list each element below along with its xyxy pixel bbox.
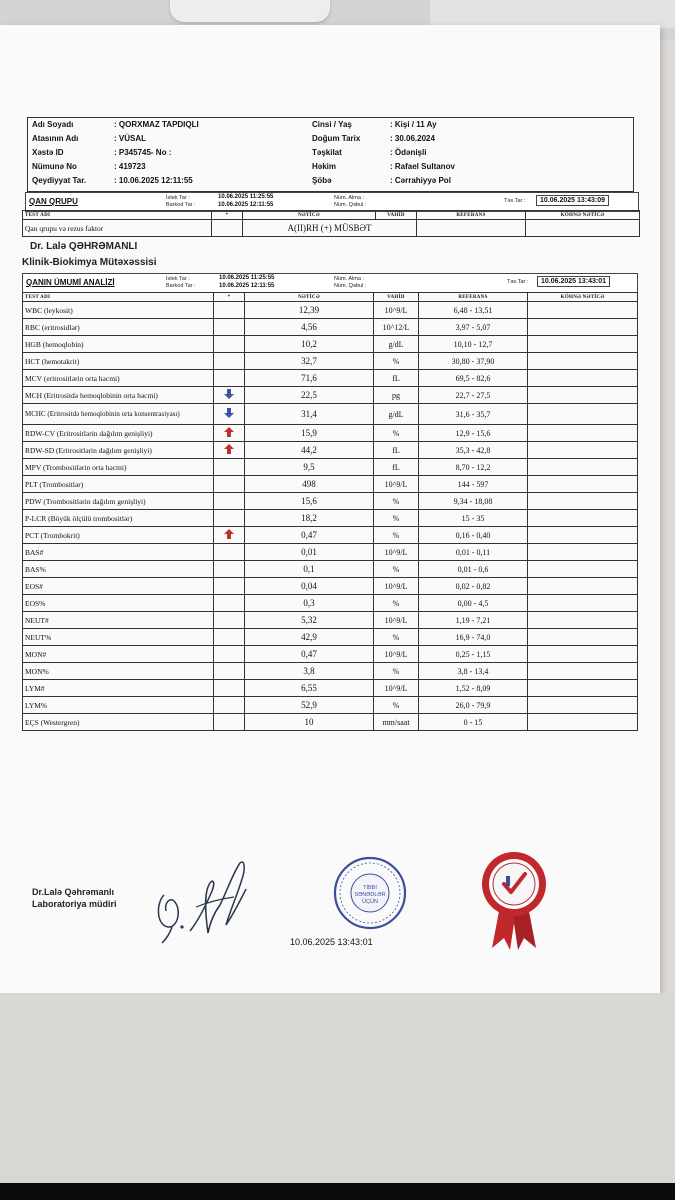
- test-unit: fL: [374, 459, 419, 476]
- test-result: 31,4: [245, 404, 374, 425]
- seal-text-line1: TİBBİ: [363, 885, 377, 891]
- table-row: [23, 370, 638, 387]
- test-result: 32,7: [245, 353, 374, 370]
- test-reference: 69,5 - 82,6: [419, 370, 528, 387]
- test-result: 12,39: [245, 302, 374, 319]
- patient-field-label: Cinsi / Yaş: [312, 120, 352, 129]
- test-result: 0,01: [245, 544, 374, 561]
- col-unit: VAHİD: [374, 293, 419, 302]
- test-reference: 0,00 - 4,5: [419, 595, 528, 612]
- previous-result-cell: [528, 595, 638, 612]
- test-reference: 8,70 - 12,2: [419, 459, 528, 476]
- flag-high-arrow-icon: [214, 527, 245, 544]
- table-row: [23, 578, 638, 595]
- test-unit: 10^9/L: [374, 544, 419, 561]
- test-unit: %: [374, 510, 419, 527]
- organization: : Ödənişli: [390, 148, 427, 157]
- col-flag: *: [212, 211, 243, 220]
- test-name: PCT (Trombokrit): [23, 527, 214, 544]
- test-unit: %: [374, 527, 419, 544]
- screen-bottom-bar: [0, 1183, 675, 1200]
- flag-low-arrow-icon: [214, 404, 245, 425]
- table-row: [23, 612, 638, 629]
- test-reference: 0 - 15: [419, 714, 528, 731]
- test-reference: 12,9 - 15,6: [419, 425, 528, 442]
- test-reference: 0,01 - 0,6: [419, 561, 528, 578]
- previous-result-cell: [528, 353, 638, 370]
- test-name: RDW-CV (Eritrositlərin dağılım genişliyi): [23, 425, 214, 442]
- flag-cell: [214, 561, 245, 578]
- test-result: A(II)RH (+) MÜSBƏT: [243, 220, 417, 237]
- table-row: [23, 387, 638, 404]
- cbc-results-table: [22, 292, 638, 731]
- quality-ribbon-badge: [478, 848, 550, 952]
- barcode-date: 10.06.2025 12:11:55: [218, 202, 274, 208]
- previous-result-cell: [528, 612, 638, 629]
- table-row: [23, 510, 638, 527]
- test-result: 9,5: [245, 459, 374, 476]
- patient-field-label: Həkim: [312, 162, 337, 171]
- flag-high-arrow-icon: [214, 442, 245, 459]
- test-result: 0,04: [245, 578, 374, 595]
- test-reference: 6,48 - 13,51: [419, 302, 528, 319]
- patient-info-box: [27, 117, 634, 192]
- flag-cell: [214, 476, 245, 493]
- previous-result-cell: [528, 629, 638, 646]
- barcode-date-label: Barkod Tar :: [166, 202, 196, 208]
- test-name: LYM%: [23, 697, 214, 714]
- flag-cell: [214, 459, 245, 476]
- request-date-label: İstek Tar :: [166, 195, 190, 201]
- test-unit: g/dL: [374, 404, 419, 425]
- test-unit: 10^9/L: [374, 680, 419, 697]
- test-unit: 10^12/L: [374, 319, 419, 336]
- desk-object: [430, 0, 675, 28]
- request-date: 10.06.2025 11:25:55: [218, 194, 274, 200]
- test-name: HGB (hemoqlobin): [23, 336, 214, 353]
- test-name: MCHC (Eritrositdə hemoqlobinin orta konsentrasiyası): [23, 404, 214, 425]
- sample-received-label: Nüm. Qəbul :: [334, 202, 367, 208]
- col-result: NƏTİCƏ: [245, 293, 374, 302]
- test-name: EÇS (Westergren): [23, 714, 214, 731]
- patient-field-label: Adı Soyadı: [32, 120, 74, 129]
- test-unit: mm/saat: [374, 714, 419, 731]
- table-header-row: [23, 211, 640, 220]
- patient-name: : QORXMAZ TAPDIQLI: [114, 120, 199, 129]
- cbc-header: [22, 273, 638, 293]
- seal-text-line3: ÜÇÜN: [362, 899, 378, 905]
- test-result: 0,1: [245, 561, 374, 578]
- patient-birth-date: : 30.06.2024: [390, 134, 435, 143]
- barcode-date-label: Barkod Tar :: [166, 283, 196, 289]
- test-result: 6,55: [245, 680, 374, 697]
- flag-cell: [214, 493, 245, 510]
- desk-device: [170, 0, 330, 22]
- test-name: MPV (Trombositlərin orta həcmi): [23, 459, 214, 476]
- table-row: [23, 527, 638, 544]
- table-row: [23, 442, 638, 459]
- table-header-row: [23, 293, 638, 302]
- previous-result-cell: [528, 302, 638, 319]
- test-reference: 1,52 - 8,09: [419, 680, 528, 697]
- table-row: [23, 353, 638, 370]
- official-seal-stamp: [332, 855, 408, 931]
- test-result: 10: [245, 714, 374, 731]
- department: : Cərrahiyyə Pol: [390, 176, 451, 185]
- previous-result-cell: [528, 697, 638, 714]
- test-name: RDW-SD (Eritrositlərin dağılım genişliyi): [23, 442, 214, 459]
- test-result: 0,3: [245, 595, 374, 612]
- test-unit: fL: [374, 442, 419, 459]
- test-reference: 9,34 - 18,08: [419, 493, 528, 510]
- test-reference: 22,7 - 27,5: [419, 387, 528, 404]
- cbc-title: QANIN ÜMUMİ ANALİZİ: [26, 278, 115, 287]
- flag-cell: [214, 714, 245, 731]
- col-flag: *: [214, 293, 245, 302]
- test-reference: 30,80 - 37,90: [419, 353, 528, 370]
- test-name: BAS%: [23, 561, 214, 578]
- previous-result-cell: [528, 527, 638, 544]
- flag-cell: [214, 680, 245, 697]
- signer-role: Laboratoriya müdiri: [32, 899, 117, 909]
- table-row: [23, 404, 638, 425]
- previous-result-cell: [528, 476, 638, 493]
- patient-field-label: Atasının Adı: [32, 134, 79, 143]
- request-date: 10.06.2025 11:25:55: [219, 275, 275, 281]
- approval-date: 10.06.2025 13:43:09: [536, 195, 609, 206]
- test-name: MON#: [23, 646, 214, 663]
- patient-field-label: Qeydiyyat Tar.: [32, 176, 87, 185]
- previous-result-cell: [528, 370, 638, 387]
- table-row: [23, 319, 638, 336]
- flag-cell: [214, 663, 245, 680]
- patient-field-label: Şöbə: [312, 176, 332, 185]
- patient-field-label: Doğum Tarix: [312, 134, 361, 143]
- test-unit: 10^9/L: [374, 578, 419, 595]
- signer-block: [32, 886, 117, 910]
- table-row: [23, 595, 638, 612]
- flag-cell: [214, 646, 245, 663]
- test-unit: 10^9/L: [374, 646, 419, 663]
- test-unit: %: [374, 663, 419, 680]
- barcode-date: 10.06.2025 12:11:55: [219, 283, 275, 289]
- test-unit: %: [374, 493, 419, 510]
- test-result: 0,47: [245, 527, 374, 544]
- previous-result-cell: [528, 561, 638, 578]
- previous-result-cell: [528, 493, 638, 510]
- test-reference: 0,25 - 1,15: [419, 646, 528, 663]
- test-name: Qan qrupu və rezus faktor: [23, 220, 212, 237]
- test-unit: 10^9/L: [374, 476, 419, 493]
- test-reference: 16,9 - 74,0: [419, 629, 528, 646]
- approval-date-label: Təs.Tar :: [507, 279, 529, 285]
- test-name: EOS%: [23, 595, 214, 612]
- test-unit: 10^9/L: [374, 302, 419, 319]
- test-result: 52,9: [245, 697, 374, 714]
- test-reference: 3,8 - 13,4: [419, 663, 528, 680]
- col-result: NƏTİCƏ: [243, 211, 376, 220]
- previous-result-cell: [528, 387, 638, 404]
- test-reference: 0,02 - 0,82: [419, 578, 528, 595]
- test-result: 3,8: [245, 663, 374, 680]
- test-result: 4,56: [245, 319, 374, 336]
- test-name: NEUT%: [23, 629, 214, 646]
- test-unit: 10^9/L: [374, 612, 419, 629]
- test-unit: g/dL: [374, 336, 419, 353]
- previous-result-cell: [528, 544, 638, 561]
- physician: : Rafael Sultanov: [390, 162, 455, 171]
- test-name: LYM#: [23, 680, 214, 697]
- test-unit: pg: [374, 387, 419, 404]
- test-reference: 0,16 - 0,40: [419, 527, 528, 544]
- previous-result-cell: [528, 663, 638, 680]
- table-row: [23, 220, 640, 237]
- test-reference: 35,3 - 42,8: [419, 442, 528, 459]
- test-result: 498: [245, 476, 374, 493]
- previous-result-cell: [528, 404, 638, 425]
- flag-cell: [214, 612, 245, 629]
- table-row: [23, 697, 638, 714]
- table-row: [23, 544, 638, 561]
- flag-cell: [214, 578, 245, 595]
- blood-group-table: [22, 210, 640, 237]
- test-unit: %: [374, 697, 419, 714]
- test-result: 22,5: [245, 387, 374, 404]
- table-row: [23, 459, 638, 476]
- table-row: [23, 493, 638, 510]
- test-reference: 144 - 597: [419, 476, 528, 493]
- test-reference: 26,0 - 79,9: [419, 697, 528, 714]
- test-reference: 0,01 - 0,11: [419, 544, 528, 561]
- registration-date: : 10.06.2025 12:11:55: [114, 176, 193, 185]
- table-row: [23, 714, 638, 731]
- previous-result-cell: [526, 220, 640, 237]
- test-result: 42,9: [245, 629, 374, 646]
- previous-result-cell: [528, 442, 638, 459]
- doctor-title: Klinik-Biokimya Mütəxəssisi: [22, 257, 157, 268]
- table-row: [23, 476, 638, 493]
- test-result: 5,32: [245, 612, 374, 629]
- table-row: [23, 646, 638, 663]
- flag-cell: [214, 319, 245, 336]
- sample-taken-label: Nüm. Alma :: [334, 276, 364, 282]
- table-row: [23, 425, 638, 442]
- blood-group-title: QAN QRUPU: [29, 197, 78, 206]
- table-row: [23, 302, 638, 319]
- flag-cell: [214, 595, 245, 612]
- previous-result-cell: [528, 319, 638, 336]
- previous-result-cell: [528, 714, 638, 731]
- sample-taken-label: Nüm. Alma :: [334, 195, 364, 201]
- col-reference: REFERANS: [417, 211, 526, 220]
- flag-cell: [214, 370, 245, 387]
- test-name: HCT (hemotakrit): [23, 353, 214, 370]
- handwritten-signature: [150, 853, 260, 948]
- col-test-name: TEST ADI: [23, 293, 214, 302]
- doctor-name: Dr. Lalə QƏHRƏMANLI: [30, 241, 138, 252]
- previous-result-cell: [528, 336, 638, 353]
- flag-cell: [214, 336, 245, 353]
- test-name: RBC (eritrosidlər): [23, 319, 214, 336]
- signer-name: Dr.Lalə Qəhrəmanlı: [32, 887, 115, 897]
- test-result: 18,2: [245, 510, 374, 527]
- test-name: MON%: [23, 663, 214, 680]
- test-name: PDW (Trombositlərin dağılım genişliyi): [23, 493, 214, 510]
- test-reference: 15 - 35: [419, 510, 528, 527]
- patient-gender-age: : Kişi / 11 Ay: [390, 120, 437, 129]
- patient-father-name: : VÜSAL: [114, 134, 146, 143]
- flag-low-arrow-icon: [214, 387, 245, 404]
- test-name: BAS#: [23, 544, 214, 561]
- table-row: [23, 680, 638, 697]
- test-unit: %: [374, 561, 419, 578]
- flag-cell: [214, 302, 245, 319]
- flag-cell: [214, 544, 245, 561]
- test-reference: 10,10 - 12,7: [419, 336, 528, 353]
- test-name: EOS#: [23, 578, 214, 595]
- table-row: [23, 663, 638, 680]
- desk-background-bottom: [0, 993, 675, 1183]
- approval-date: 10.06.2025 13:43:01: [537, 276, 610, 287]
- col-unit: VAHİD: [376, 211, 417, 220]
- test-result: 44,2: [245, 442, 374, 459]
- col-test-name: TEST ADI: [23, 211, 212, 220]
- test-result: 0,47: [245, 646, 374, 663]
- reference-cell: [417, 220, 526, 237]
- approval-date-label: Təs.Tar :: [504, 198, 526, 204]
- test-result: 15,6: [245, 493, 374, 510]
- table-row: [23, 629, 638, 646]
- test-reference: 1,19 - 7,21: [419, 612, 528, 629]
- previous-result-cell: [528, 510, 638, 527]
- patient-id: : P345745- No :: [114, 148, 172, 157]
- seal-text-line2: SƏNƏDLƏR: [354, 892, 386, 898]
- test-reference: 31,6 - 35,7: [419, 404, 528, 425]
- table-row: [23, 561, 638, 578]
- patient-field-label: Təşkilat: [312, 148, 342, 157]
- col-reference: REFERANS: [419, 293, 528, 302]
- print-date: 10.06.2025 13:43:01: [290, 937, 373, 947]
- test-unit: %: [374, 595, 419, 612]
- test-name: PLT (Trombositlər): [23, 476, 214, 493]
- test-unit: %: [374, 425, 419, 442]
- test-reference: 3,97 - 5,07: [419, 319, 528, 336]
- col-previous-result: KÖHNƏ NƏTİCƏ: [526, 211, 640, 220]
- blood-group-header: [25, 192, 639, 212]
- test-result: 10,2: [245, 336, 374, 353]
- previous-result-cell: [528, 578, 638, 595]
- flag-cell: [214, 510, 245, 527]
- test-unit: %: [374, 629, 419, 646]
- previous-result-cell: [528, 646, 638, 663]
- previous-result-cell: [528, 425, 638, 442]
- patient-field-label: Xəstə ID: [32, 148, 64, 157]
- test-name: MCH (Eritrositdə hemoqlobinin orta həcmi): [23, 387, 214, 404]
- flag-cell: [214, 629, 245, 646]
- test-name: MCV (eritrositlərin orta həcmi): [23, 370, 214, 387]
- test-name: NEUT#: [23, 612, 214, 629]
- flag-high-arrow-icon: [214, 425, 245, 442]
- test-result: 15,9: [245, 425, 374, 442]
- flag-cell: [214, 353, 245, 370]
- sample-number: : 419723: [114, 162, 146, 171]
- previous-result-cell: [528, 459, 638, 476]
- col-previous-result: KÖHNƏ NƏTİCƏ: [528, 293, 638, 302]
- flag-cell: [214, 697, 245, 714]
- table-row: [23, 336, 638, 353]
- test-name: P-LCR (Böyük ölçülü trombositlər): [23, 510, 214, 527]
- test-unit: %: [374, 353, 419, 370]
- test-name: WBC (leykosit): [23, 302, 214, 319]
- flag-cell: [212, 220, 243, 237]
- sample-received-label: Nüm. Qəbul :: [334, 283, 367, 289]
- test-result: 71,6: [245, 370, 374, 387]
- test-unit: fL: [374, 370, 419, 387]
- request-date-label: İstek Tar :: [166, 276, 190, 282]
- patient-field-label: Nümunə No: [32, 162, 77, 171]
- previous-result-cell: [528, 680, 638, 697]
